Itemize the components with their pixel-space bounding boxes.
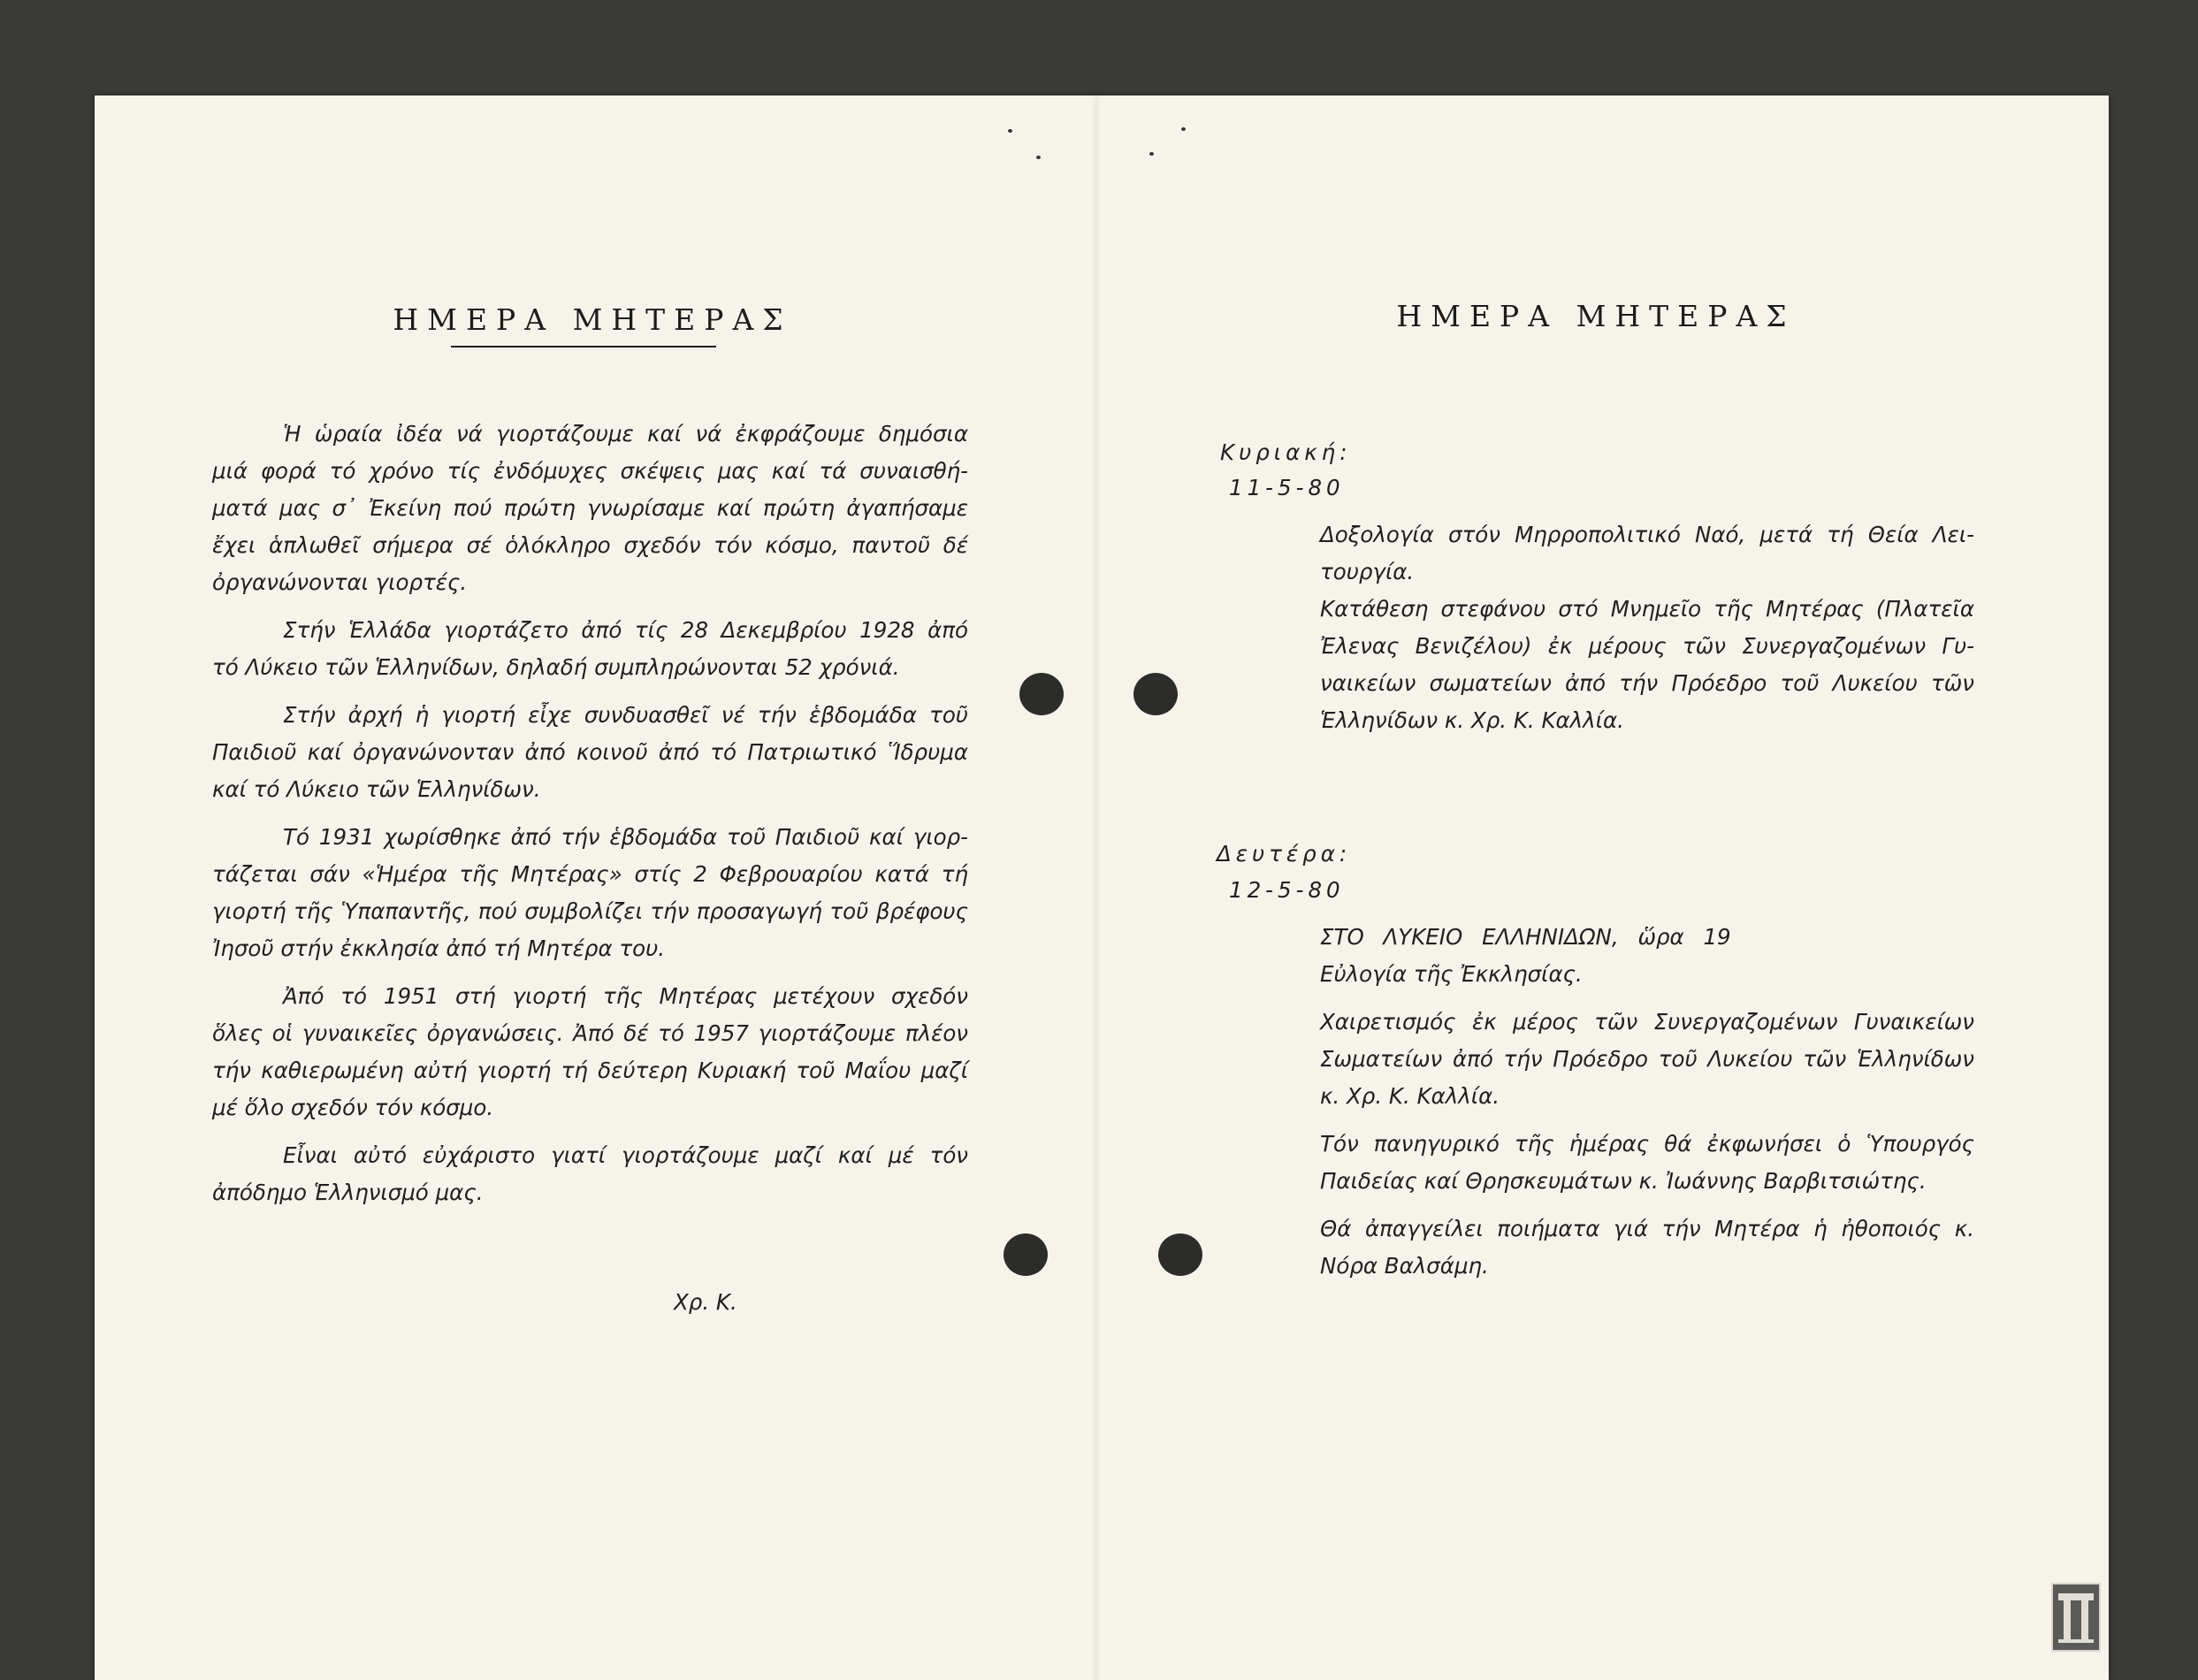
day1-date: 11-5-80 xyxy=(1229,475,1345,500)
text-line: κ. Χρ. Κ. Καλλία. xyxy=(1320,1083,1500,1109)
left-body xyxy=(212,416,968,1211)
paragraph xyxy=(212,416,968,601)
schedule-item xyxy=(1320,1004,1974,1115)
text-line: καί τό Λύκειο τῶν Ἑλληνίδων. xyxy=(212,776,541,802)
text-line: τουργία. xyxy=(1320,559,1415,584)
schedule-item xyxy=(1320,919,1974,993)
text-line: Δοξολογία στόν Μηρροπολιτικό Ναό, μετά τή Θεία Λει- xyxy=(1320,522,1974,547)
paragraph xyxy=(212,612,968,686)
schedule-item xyxy=(1320,591,1974,739)
text-line: γιορτή τῆς Ὑπαπαντῆς, πού συμβολίζει τήν προσαγωγή τοῦ βρέφους xyxy=(212,898,968,924)
punch-hole xyxy=(1133,673,1178,715)
text-line: Παιδιοῦ καί ὀργανώνονταν ἀπό κοινοῦ ἀπό τό Πατριωτικό Ἵδρυμα xyxy=(212,739,968,765)
text-line: Παιδείας καί Θρησκευμάτων κ. Ἰωάννης Βαρβιτσιώτης. xyxy=(1320,1168,1927,1194)
text-line: Ἀπό τό 1951 στή γιορτή τῆς Μητέρας μετέχουν σχεδόν xyxy=(283,983,968,1009)
text-line: Τό 1931 χωρίσθηκε ἀπό τήν ἑβδομάδα τοῦ Παιδιοῦ καί γιορ- xyxy=(283,824,968,850)
paragraph xyxy=(212,1137,968,1211)
text-line: ἔχει ἁπλωθεῖ σήμερα σέ ὁλόκληρο σχεδόν τόν κόσμο, παντοῦ δέ xyxy=(212,532,968,558)
day1-label: Κυριακή: xyxy=(1220,439,1352,465)
text-line: ΣΤΟ ΛΥΚΕΙΟ ΕΛΛΗΝΙΔΩΝ, ὥρα 19 xyxy=(1320,924,1731,950)
speck xyxy=(1181,127,1186,131)
paragraph xyxy=(212,697,968,808)
text-line: μέ ὅλο σχεδόν τόν κόσμο. xyxy=(212,1095,494,1120)
text-line: Ἐλενας Βενιζέλου) ἐκ μέρους τῶν Συνεργαζομένων Γυ- xyxy=(1320,633,1974,659)
text-line: Θά ἀπαγγείλει ποιήματα γιά τήν Μητέρα ἡ ἠθοποιός κ. xyxy=(1320,1216,1974,1241)
text-line: Εὐλογία τῆς Ἐκκλησίας. xyxy=(1320,961,1583,987)
text-line: τό Λύκειο τῶν Ἑλληνίδων, δηλαδή συμπληρώνονται 52 χρόνιά. xyxy=(212,654,900,680)
text-line: Νόρα Βαλσάμη. xyxy=(1320,1253,1489,1279)
schedule-item xyxy=(1320,516,1974,591)
text-line: Στήν ἀρχή ἡ γιορτή εἶχε συνδυασθεῖ νέ τήν ἑβδομάδα τοῦ xyxy=(283,702,968,728)
day1-body xyxy=(1320,516,1974,739)
text-line: ναικείων σωματείων ἀπό τήν Πρόεδρο τοῦ Λυκείου τῶν xyxy=(1320,670,1974,696)
archive-logo-icon xyxy=(2051,1583,2101,1652)
signature: Χρ. Κ. xyxy=(674,1289,737,1315)
text-line: Σωματείων ἀπό τήν Πρόεδρο τοῦ Λυκείου τῶν Ἑλληνίδων xyxy=(1320,1046,1974,1072)
center-fold xyxy=(1092,95,1101,1680)
speck xyxy=(1008,129,1012,133)
punch-hole xyxy=(1158,1233,1202,1276)
speck xyxy=(1036,156,1041,159)
paragraph xyxy=(212,978,968,1126)
text-line: Τόν πανηγυρικό τῆς ἡμέρας θά ἐκφωνήσει ὁ Ὑπουργός xyxy=(1320,1131,1974,1157)
text-line: μιά φορά τό χρόνο τίς ἐνδόμυχες σκέψεις μας καί τά συναισθή- xyxy=(212,458,968,484)
left-title-underline xyxy=(451,346,716,347)
speck xyxy=(1149,152,1154,156)
text-line: ὀργανώνονται γιορτές. xyxy=(212,569,468,595)
text-line: ματά μας σ᾽ Ἐκείνη πού πρώτη γνωρίσαμε καί πρώτη ἀγαπήσαμε xyxy=(212,495,968,521)
text-line: τήν καθιερωμένη αὐτή γιορτή τή δεύτερη Κυριακή τοῦ Μαΐου μαζί xyxy=(212,1058,968,1083)
text-line: Ἡ ὡραία ἰδέα νά γιορτάζουμε καί νά ἐκφράζουμε δημόσια xyxy=(283,421,968,447)
text-line: τάζεται σάν «Ἡμέρα τῆς Μητέρας» στίς 2 Φεβρουαρίου κατά τή xyxy=(212,861,968,887)
schedule-item xyxy=(1320,1126,1974,1200)
text-line: ὅλες οἱ γυναικεῖες ὀργανώσεις. Ἀπό δέ τό 1957 γιορτάζουμε πλέον xyxy=(212,1020,968,1046)
day2-body xyxy=(1320,919,1974,1285)
right-page-title: ΗΜΕΡΑ ΜΗΤΕΡΑΣ xyxy=(1396,299,1796,333)
day2-label: Δευτέρα: xyxy=(1217,841,1352,867)
paragraph xyxy=(212,819,968,967)
text-line: Στήν Ἑλλάδα γιορτάζετο ἀπό τίς 28 Δεκεμβρίου 1928 ἀπό xyxy=(283,617,968,643)
schedule-item xyxy=(1320,1210,1974,1285)
text-line: Ἰησοῦ στήν ἐκκλησία ἀπό τή Μητέρα του. xyxy=(212,935,666,961)
punch-hole xyxy=(1019,673,1064,715)
punch-hole xyxy=(1004,1233,1048,1276)
text-line: Εἶναι αὐτό εὐχάριστο γιατί γιορτάζουμε μαζί καί μέ τόν xyxy=(283,1142,968,1168)
left-page-title: ΗΜΕΡΑ ΜΗΤΕΡΑΣ xyxy=(393,302,792,337)
text-line: ἀπόδημο Ἑλληνισμό μας. xyxy=(212,1180,484,1205)
text-line: Ἑλληνίδων κ. Χρ. Κ. Καλλία. xyxy=(1320,707,1624,733)
day2-date: 12-5-80 xyxy=(1229,877,1345,903)
text-line: Κατάθεση στεφάνου στό Μνημεῖο τῆς Μητέρας (Πλατεῖα xyxy=(1320,596,1974,622)
text-line: Χαιρετισμός ἐκ μέρος τῶν Συνεργαζομένων Γυναικείων xyxy=(1320,1009,1974,1035)
